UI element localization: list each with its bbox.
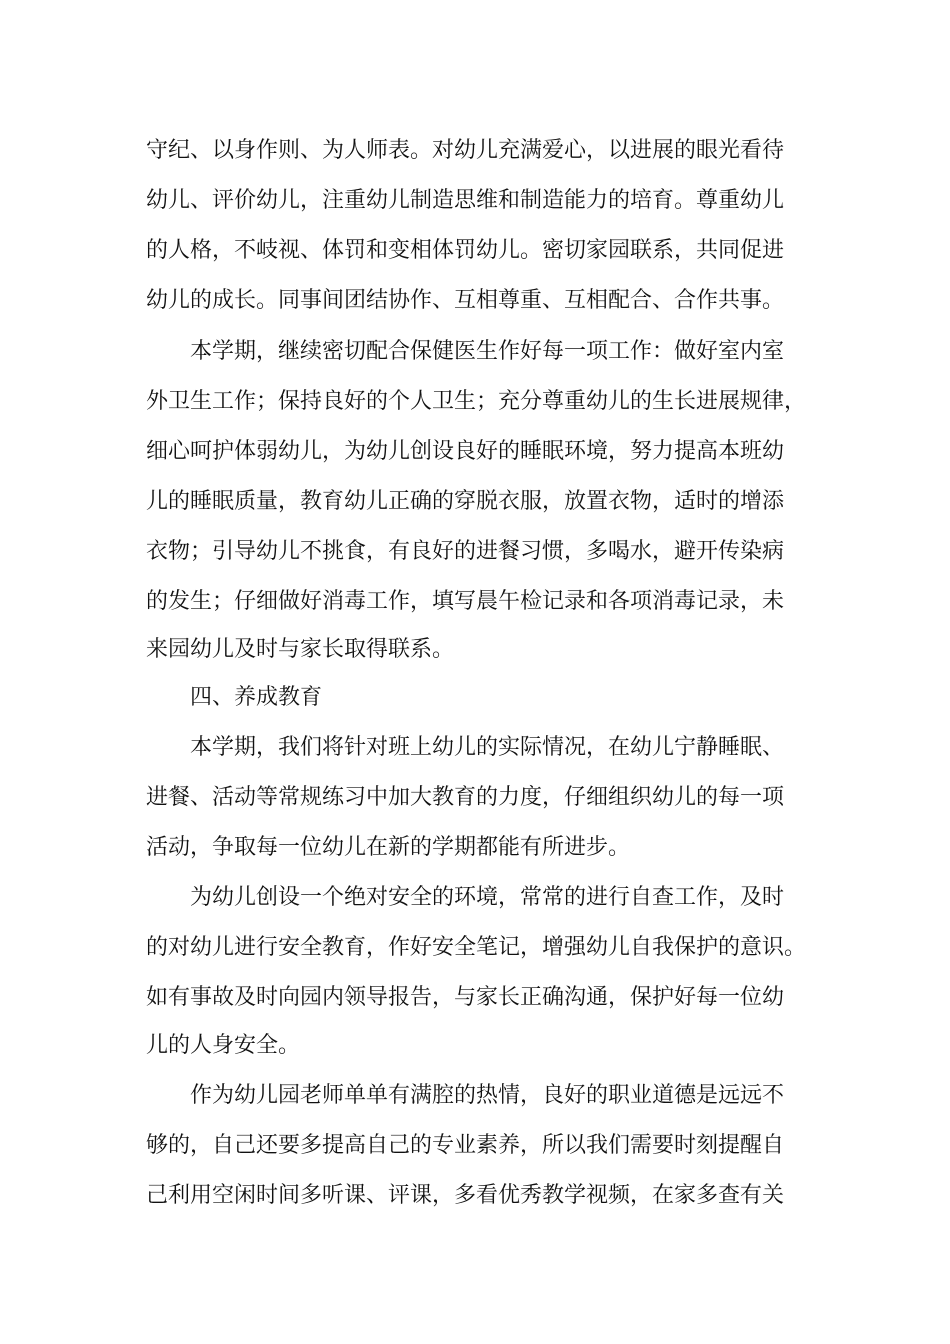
text-line: 的对幼儿进行安全教育，作好安全笔记，增强幼儿自我保护的意识。 <box>146 935 807 960</box>
text-line: 守纪、以身作则、为人师表。对幼儿充满爱心，以进展的眼光看待 <box>146 138 785 163</box>
paragraph-first-line: 本学期，我们将针对班上幼儿的实际情况，在幼儿宁静睡眠、 <box>190 735 785 760</box>
text-line: 够的，自己还要多提高自己的专业素养，所以我们需要时刻提醒自 <box>146 1133 785 1158</box>
text-line: 来园幼儿及时与家长取得联系。 <box>146 637 455 662</box>
text-line: 衣物；引导幼儿不挑食，有良好的进餐习惯，多喝水，避开传染病 <box>146 539 785 564</box>
section-heading: 四、养成教育 <box>190 685 323 710</box>
paragraph-first-line: 作为幼儿园老师单单有满腔的热情，良好的职业道德是远远不 <box>190 1083 785 1108</box>
paragraph-first-line: 为幼儿创设一个绝对安全的环境，常常的进行自查工作，及时 <box>190 885 785 910</box>
paragraph-first-line: 本学期，继续密切配合保健医生作好每一项工作：做好室内室 <box>190 339 785 364</box>
text-line: 儿的人身安全。 <box>146 1033 301 1058</box>
text-line: 的发生；仔细做好消毒工作，填写晨午检记录和各项消毒记录，未 <box>146 589 785 614</box>
text-line: 细心呵护体弱幼儿，为幼儿创设良好的睡眠环境，努力提高本班幼 <box>146 439 785 464</box>
text-line: 幼儿、评价幼儿，注重幼儿制造思维和制造能力的培育。尊重幼儿 <box>146 188 785 213</box>
text-line: 幼儿的成长。同事间团结协作、互相尊重、互相配合、合作共事。 <box>146 288 785 313</box>
text-line: 外卫生工作；保持良好的个人卫生；充分尊重幼儿的生长进展规律， <box>146 389 807 414</box>
text-line: 进餐、活动等常规练习中加大教育的力度，仔细组织幼儿的每一项 <box>146 785 785 810</box>
text-line: 己利用空闲时间多听课、评课，多看优秀教学视频，在家多查有关 <box>146 1183 785 1208</box>
text-line: 如有事故及时向园内领导报告，与家长正确沟通，保护好每一位幼 <box>146 985 785 1010</box>
text-line: 儿的睡眠质量，教育幼儿正确的穿脱衣服，放置衣物，适时的增添 <box>146 489 785 514</box>
text-line: 活动，争取每一位幼儿在新的学期都能有所进步。 <box>146 835 631 860</box>
text-line: 的人格，不岐视、体罚和变相体罚幼儿。密切家园联系，共同促进 <box>146 238 785 263</box>
